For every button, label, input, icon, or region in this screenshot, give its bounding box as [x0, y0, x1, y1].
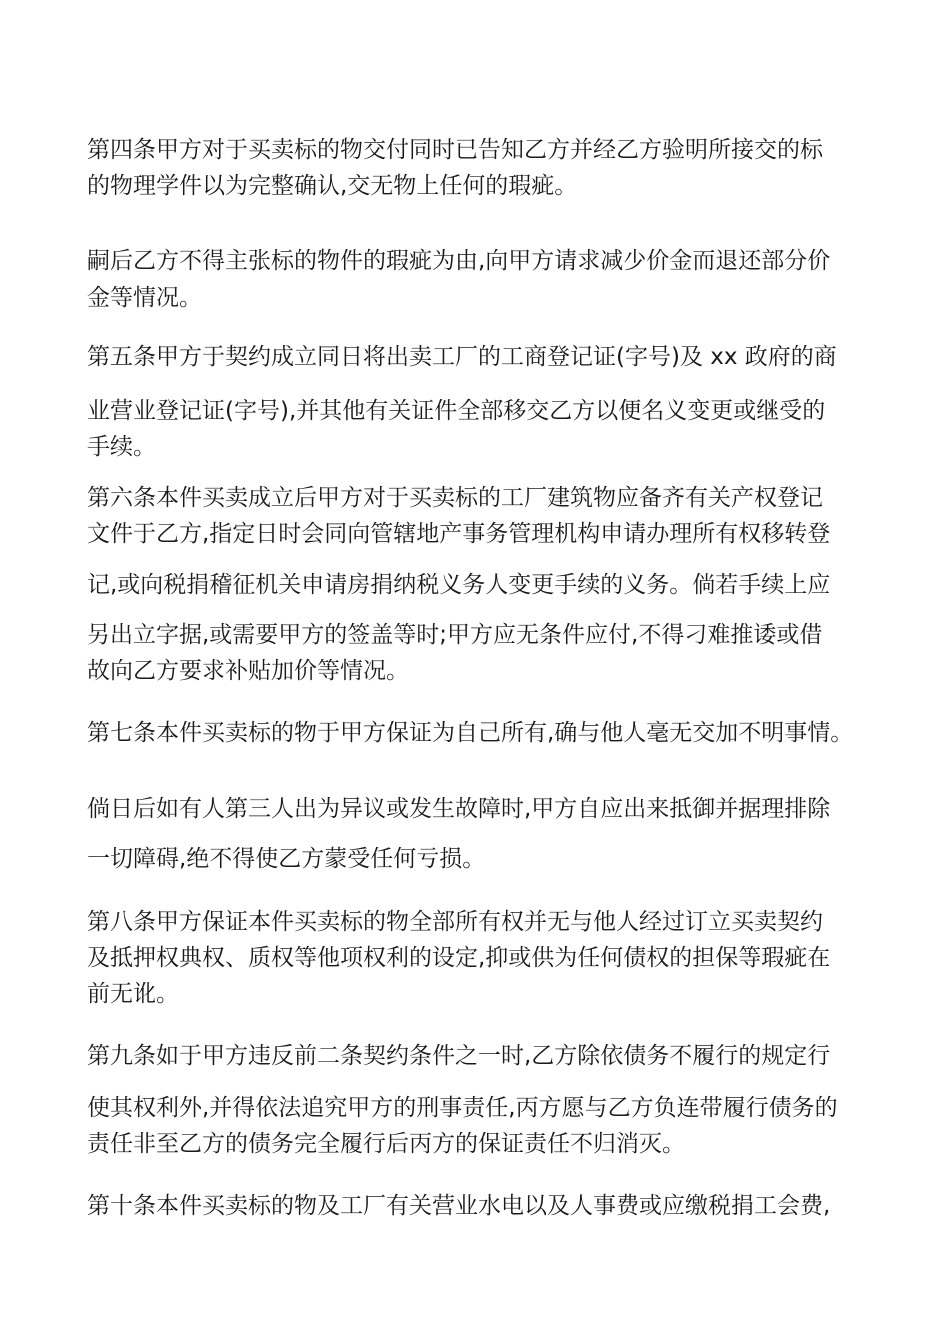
paragraph-7-line-3: 前无讹。	[87, 981, 179, 1007]
paragraph-2-line-1: 嗣后乙方不得主张标的物件的瑕疵为由,向甲方请求减少价金而退还部分价	[87, 248, 831, 274]
paragraph-3-line-2: 业营业登记证(字号),并其他有关证件全部移交乙方以便名义变更或继受的	[87, 398, 826, 424]
paragraph-4-line-1: 第六条本件买卖成立后甲方对于买卖标的工厂建筑物应备齐有关产权登记	[87, 485, 823, 511]
paragraph-8-line-1: 第九条如于甲方违反前二条契约条件之一时,乙方除依债务不履行的规定行	[87, 1043, 831, 1069]
paragraph-1-line-2: 的物理学件以为完整确认,交无物上任何的瑕疵。	[87, 173, 578, 199]
paragraph-7-line-1: 第八条甲方保证本件买卖标的物全部所有权并无与他人经过订立买卖契约	[87, 909, 823, 935]
paragraph-6-line-1: 倘日后如有人第三人出为异议或发生故障时,甲方自应出来抵御并据理排除	[87, 796, 831, 822]
paragraph-3-line-1: 第五条甲方于契约成立同日将出卖工厂的工商登记证(字号)及 xx 政府的商	[87, 344, 837, 370]
paragraph-8-line-2: 使其权利外,并得依法追究甲方的刑事责任,丙方愿与乙方负连带履行债务的	[87, 1095, 838, 1121]
paragraph-4-line-4: 另出立字据,或需要甲方的签盖等时;甲方应无条件应付,不得刁难推诿或借	[87, 622, 823, 648]
paragraph-9-line-1: 第十条本件买卖标的物及工厂有关营业水电以及人事费或应缴税捐工会费,	[87, 1193, 831, 1219]
paragraph-7-line-2: 及抵押权典权、质权等他项权利的设定,抑或供为任何债权的担保等瑕疵在	[87, 945, 831, 971]
paragraph-4-line-2: 文件于乙方,指定日时会同向管辖地产事务管理机构申请办理所有权移转登	[87, 521, 831, 547]
paragraph-3-line-3: 手续。	[87, 434, 156, 460]
paragraph-4-line-3: 记,或向税捐稽征机关申请房捐纳税义务人变更手续的义务。倘若手续上应	[87, 572, 831, 598]
paragraph-2-line-2: 金等情况。	[87, 285, 202, 311]
paragraph-4-line-5: 故向乙方要求补贴加价等情况。	[87, 658, 409, 684]
paragraph-5-line-1: 第七条本件买卖标的物于甲方保证为自己所有,确与他人毫无交加不明事情。	[87, 720, 854, 746]
paragraph-1-line-1: 第四条甲方对于买卖标的物交付同时已告知乙方并经乙方验明所接交的标	[87, 137, 823, 163]
paragraph-8-line-3: 责任非至乙方的债务完全履行后丙方的保证责任不归消灭。	[87, 1131, 685, 1157]
paragraph-6-line-2: 一切障碍,绝不得使乙方蒙受任何亏损。	[87, 846, 486, 872]
